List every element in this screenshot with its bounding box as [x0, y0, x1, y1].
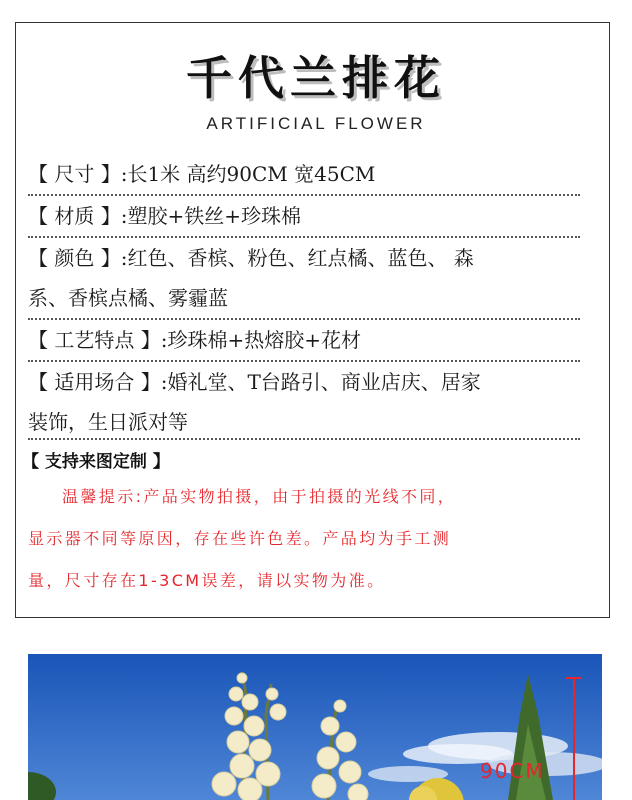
product-photo	[28, 654, 602, 800]
height-measure-label: 90CM	[480, 759, 545, 783]
notice-line1: 温馨提示:产品实物拍摄，由于拍摄的光线不同，	[62, 487, 457, 506]
spec-material: 【 材质 】:塑胶+铁丝+珍珠棉	[28, 204, 301, 228]
custom-order-note: 【 支持来图定制 】	[22, 452, 170, 472]
divider	[28, 438, 580, 440]
page-subtitle: ARTIFICIAL FLOWER	[206, 114, 426, 133]
notice-line3: 量，尺寸存在1-3CM误差，请以实物为准。	[28, 571, 386, 590]
spec-usage-line2: 装饰，生日派对等	[28, 410, 188, 434]
spec-usage-line1: 【 适用场合 】:婚礼堂、T台路引、商业店庆、居家	[28, 370, 481, 394]
spec-craft: 【 工艺特点 】:珍珠棉+热熔胶+花材	[28, 328, 361, 352]
notice-line2: 显示器不同等原因，存在些许色差。产品均为手工测	[28, 529, 452, 548]
page-title: 千代兰排花	[186, 51, 446, 105]
spec-color-line1: 【 颜色 】:红色、香槟、粉色、红点橘、蓝色、 森	[28, 246, 474, 270]
spec-color-line2: 系、香槟点橘、雾霾蓝	[28, 286, 228, 310]
spec-size: 【 尺寸 】:长1米 高约90CM 宽45CM	[28, 162, 376, 186]
